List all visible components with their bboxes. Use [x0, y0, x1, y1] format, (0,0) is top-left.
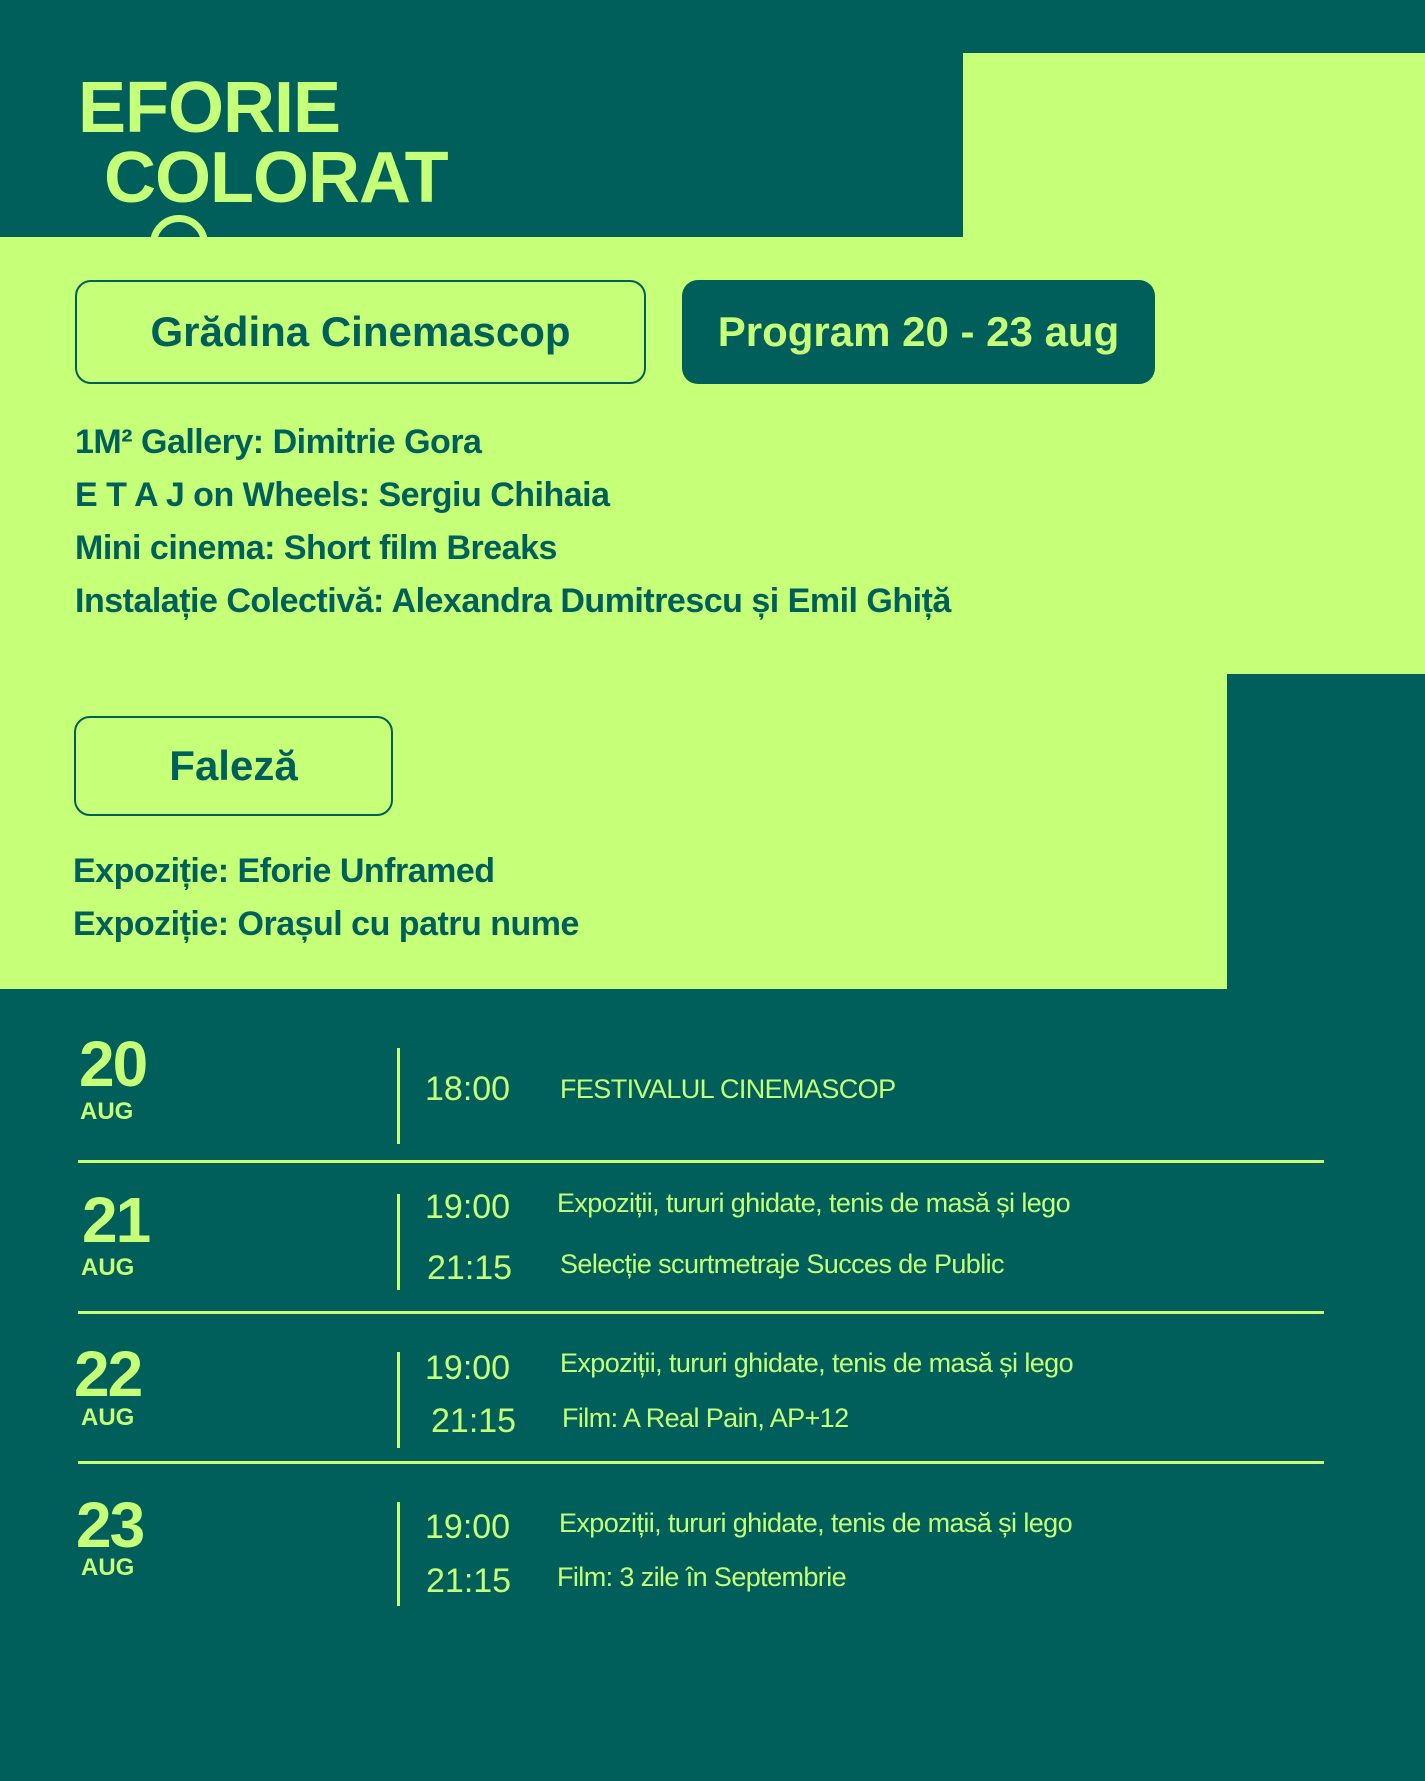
event-time: 21:15: [431, 1402, 517, 1440]
gradina-items-list: [75, 416, 951, 628]
day-divider: [397, 1194, 400, 1290]
venue-gradina-badge: Grădina Cinemascop: [75, 280, 646, 384]
logo-line-2: COLORAT: [104, 138, 448, 218]
event-title: Expoziții, tururi ghidate, tenis de masă și lego: [560, 1348, 1073, 1378]
list-item: 1M² Gallery: Dimitrie Gora: [75, 423, 482, 461]
day-month: AUG: [81, 1554, 135, 1581]
list-item: Mini cinema: Short film Breaks: [75, 529, 557, 567]
list-item: Expoziție: Orașul cu patru nume: [73, 905, 579, 943]
event-time: 19:00: [425, 1349, 511, 1387]
day-divider: [397, 1048, 400, 1144]
day-number: 22: [74, 1338, 142, 1410]
day-number: 20: [79, 1028, 147, 1100]
list-item: Expoziție: Eforie Unframed: [73, 852, 495, 890]
day-separator: [78, 1461, 1324, 1464]
list-item: Instalație Colectivă: Alexandra Dumitrescu și Emil Ghiță: [75, 582, 951, 620]
list-item: E T A J on Wheels: Sergiu Chihaia: [75, 476, 610, 514]
day-divider: [397, 1502, 400, 1606]
venue-faleza-badge: Faleză: [74, 716, 393, 816]
lime-panel-top: [963, 53, 1425, 238]
logo-line-1: EFORIE: [78, 68, 341, 148]
event-time: 18:00: [425, 1070, 511, 1108]
day-month: AUG: [81, 1404, 135, 1431]
day-number: 23: [76, 1489, 144, 1561]
event-time: 21:15: [427, 1249, 513, 1287]
schedule-day-23: [0, 1490, 1425, 1610]
event-time: 19:00: [425, 1508, 511, 1546]
schedule-day-21: [0, 1186, 1425, 1296]
faleza-items-list: [73, 845, 579, 951]
event-title: Film: A Real Pain, AP+12: [562, 1403, 849, 1433]
day-separator: [78, 1160, 1324, 1163]
event-title: Expoziții, tururi ghidate, tenis de masă și lego: [557, 1188, 1070, 1218]
event-time: 21:15: [426, 1562, 512, 1600]
event-title: Selecție scurtmetraje Succes de Public: [560, 1249, 1004, 1279]
day-separator: [78, 1311, 1324, 1314]
event-title: Expoziții, tururi ghidate, tenis de masă și lego: [559, 1508, 1072, 1538]
day-month: AUG: [80, 1098, 134, 1125]
program-dates-badge: Program 20 - 23 aug: [682, 280, 1155, 384]
event-title: Film: 3 zile în Septembrie: [557, 1562, 847, 1592]
schedule-day-20: [0, 1028, 1425, 1144]
day-month: AUG: [81, 1254, 135, 1281]
logo: [78, 68, 448, 218]
schedule-day-22: [0, 1340, 1425, 1450]
event-time: 19:00: [425, 1188, 511, 1226]
event-title: FESTIVALUL CINEMASCOP: [560, 1074, 896, 1104]
day-number: 21: [82, 1184, 150, 1256]
day-divider: [397, 1352, 400, 1448]
